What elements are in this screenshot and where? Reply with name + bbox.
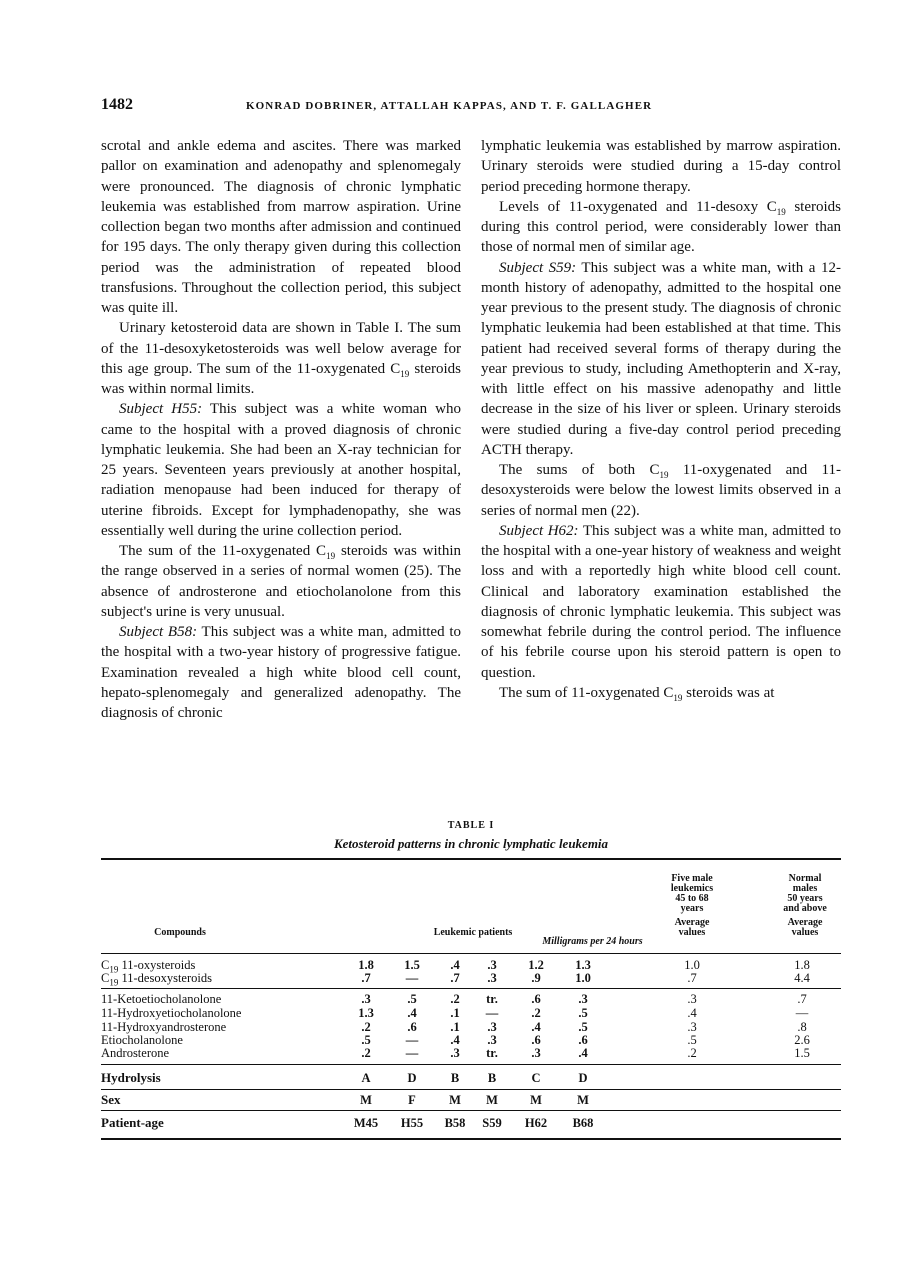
- table-cell: .5: [407, 992, 417, 1006]
- table-cell: —: [405, 1033, 419, 1047]
- table-cell: 1.0: [575, 971, 591, 985]
- row-label: 11-Hydroxyandrosterone: [101, 1020, 227, 1034]
- table-caption: Ketosteroid patterns in chronic lymphatic leukemia: [333, 836, 609, 851]
- table-cell: .5: [361, 1033, 371, 1047]
- normal-cell: 2.6: [794, 1033, 810, 1047]
- average-cell: .3: [687, 992, 697, 1006]
- row-label: $C_{19}$ 11-oxysteroids: [101, 958, 196, 975]
- table-cell: .3: [487, 958, 497, 972]
- table-cell: M: [486, 1093, 498, 1107]
- table-cell: D: [407, 1071, 417, 1085]
- paragraph: Urinary ketosteroid data are shown in Table I. The sum of the 11-desoxyketosteroids was well below average for this age group. The sum of the 11-oxygenated $C_{19}$ steroids was within normal limits.: [101, 320, 461, 397]
- table-cell: 1.5: [404, 958, 420, 972]
- paragraph: The sum of the 11-oxygenated $C_{19}$ steroids was within the range observed in a series of normal women (25). The absence of androsterone and etiocholanolone from this subject's urine is very unusual.: [101, 543, 462, 620]
- table-cell: .2: [531, 1006, 541, 1020]
- table-cell: C: [531, 1071, 541, 1085]
- row-label: Hydrolysis: [101, 1070, 161, 1085]
- paragraph: Subject S59: This subject was a white man, with a 12-month history of adenopathy, admitted to the hospital one year previous to the present study. The diagnosis of chronic lymphatic leukemia had been established at that time. This patient had received several forms of therapy during the year previous to study, including Amethopterin and X-ray, with little effect on his massive adenopathy and little decrease in the size of his liver or spleen. Urinary steroids were studied during a five-day control period preceding ACTH therapy.: [481, 259, 841, 458]
- paragraph: lymphatic leukemia was established by marrow aspiration. Urinary steroids were studied during a 15-day control period preceding hormone therapy.: [481, 138, 841, 195]
- subject-label: Subject H55:: [119, 401, 203, 418]
- table-cell: —: [405, 971, 419, 985]
- subject-label: Subject H62:: [499, 522, 579, 539]
- table-cell: 1.3: [358, 1006, 374, 1020]
- paragraph: Subject B58: This subject was a white man, admitted to the hospital with a two-year history of progressive fatigue. Examination revealed a high white blood cell count, hepato-splenomegaly and generalized adenopathy. The diagnosis of chronic: [101, 624, 461, 721]
- table-cell: .3: [361, 992, 371, 1006]
- table-cell: F: [408, 1093, 416, 1107]
- paragraph: The sum of 11-oxygenated $C_{19}$ steroids was at: [499, 684, 775, 703]
- row-label: Patient-age: [101, 1115, 164, 1130]
- table-cell: .6: [407, 1020, 417, 1034]
- table-cell: .6: [531, 1033, 541, 1047]
- table-cell: M: [360, 1093, 372, 1107]
- table-cell: tr.: [486, 992, 498, 1006]
- table-cell: M: [577, 1093, 589, 1107]
- subject-label: Subject S59:: [499, 259, 577, 276]
- table-cell: 1.8: [358, 958, 374, 972]
- table-cell: .7: [361, 971, 371, 985]
- normal-cell: .8: [797, 1020, 807, 1034]
- table-cell: .2: [450, 992, 460, 1006]
- table-top-rule: [101, 858, 841, 860]
- normal-cell: 1.8: [794, 958, 810, 972]
- average-cell: .4: [687, 1006, 697, 1020]
- page-number: 1482: [101, 96, 133, 113]
- table-cell: A: [361, 1071, 371, 1085]
- table-cell: 1.3: [575, 958, 591, 972]
- paragraph: scrotal and ankle edema and ascites. There was marked pallor on examination and adenopathy and splenomegaly were pronounced. The diagnosis of chronic lymphatic leukemia was established from marrow aspiration. Urine collection began two months after admission and continued for 195 days. The only therapy given during this collection period was the administration of repeated blood transfusions. Throughout the collection period, this subject was quite ill.: [101, 138, 461, 316]
- row-label: $C_{19}$ 11-desoxysteroids: [101, 971, 212, 988]
- row-label: Androsterone: [101, 1046, 170, 1060]
- table-cell: .5: [578, 1020, 588, 1034]
- table-cell: .2: [361, 1020, 371, 1034]
- normal-cell: —: [795, 1006, 809, 1020]
- table-cell: .7: [450, 971, 460, 985]
- table-cell: B: [487, 1071, 497, 1085]
- table-cell: .4: [531, 1020, 541, 1034]
- table-cell: D: [578, 1071, 588, 1085]
- table-cell: .6: [531, 992, 541, 1006]
- row-label: 11-Ketoetiocholanolone: [101, 992, 222, 1006]
- table-cell: 1.2: [528, 958, 544, 972]
- table-cell: .3: [450, 1046, 460, 1060]
- average-cell: .3: [687, 1020, 697, 1034]
- right-column: [481, 136, 841, 703]
- table-cell: .1: [450, 1020, 460, 1034]
- table-cell: S59: [482, 1116, 502, 1130]
- table-cell: —: [485, 1006, 499, 1020]
- table-cell: M: [449, 1093, 461, 1107]
- table-cell: H62: [524, 1116, 548, 1130]
- table-cell: —: [405, 1046, 419, 1060]
- header-rule: [101, 953, 841, 954]
- table-cell: .3: [531, 1046, 541, 1060]
- paragraph: The sums of both $C_{19}$ 11-oxygenated and 11-desoxysteroids were below the lowest limits observed in a series of normal men (22).: [481, 462, 841, 519]
- table-cell: B58: [444, 1116, 466, 1130]
- table-cell: .4: [450, 958, 460, 972]
- table-cell: .2: [361, 1046, 371, 1060]
- normal-cell: 4.4: [794, 971, 810, 985]
- running-head: KONRAD DOBRINER, ATTALLAH KAPPAS, AND T. F. GALLAGHER: [246, 100, 653, 112]
- table-cell: M45: [353, 1116, 379, 1130]
- table-label: TABLE I: [447, 820, 495, 831]
- table-rule: [101, 1089, 841, 1090]
- paragraph: Subject H55: This subject was a white woman who came to the hospital with a proved diagnosis of chronic lymphatic leukemia. She had been an X-ray technician for 25 years. Seventeen years previously at another hospital, radiation menopause had been induced for therapy of uterine fibroids. Except for lymphadenopathy, she was essentially well during the urine collection period.: [101, 401, 462, 539]
- table-cell: H55: [400, 1116, 424, 1130]
- header-leukemic-patients: Leukemic patients: [433, 927, 513, 938]
- table-cell: .4: [450, 1033, 460, 1047]
- table-cell: .5: [578, 1006, 588, 1020]
- header-compounds: Compounds: [154, 927, 206, 938]
- table-bottom-rule: [101, 1138, 841, 1140]
- table-cell: .3: [578, 992, 588, 1006]
- table-cell: M: [530, 1093, 542, 1107]
- table-rule: [101, 1110, 841, 1111]
- header-units: Milligrams per 24 hours: [542, 936, 643, 947]
- table-cell: .4: [578, 1046, 588, 1060]
- table-cell: .3: [487, 1033, 497, 1047]
- table-rule: [101, 1064, 841, 1065]
- left-column: [101, 136, 461, 723]
- paragraph: Subject H62: This subject was a white man, admitted to the hospital with a one-year history of weakness and weight loss and with a reportedly high white blood cell count. Clinical and laboratory examination established the diagnosis of chronic lymphatic leukemia. This subject was somewhat febrile during the control period. The influence of his febrile course upon his steroid pattern is open to question.: [481, 522, 841, 681]
- table-rule: [101, 988, 841, 989]
- average-cell: .2: [687, 1046, 697, 1060]
- table-cell: .3: [487, 1020, 497, 1034]
- table-cell: tr.: [486, 1046, 498, 1060]
- table-cell: .4: [407, 1006, 417, 1020]
- average-cell: .5: [687, 1033, 697, 1047]
- average-cell: 1.0: [684, 958, 700, 972]
- table-cell: B: [450, 1071, 460, 1085]
- table-cell: .9: [531, 971, 541, 985]
- subject-label: Subject B58:: [119, 624, 198, 640]
- row-label: Etiocholanolone: [101, 1033, 183, 1047]
- row-label: 11-Hydroxyetiocholanolone: [101, 1006, 242, 1020]
- normal-cell: .7: [797, 992, 807, 1006]
- average-cell: .7: [687, 971, 697, 985]
- table-cell: .6: [578, 1033, 588, 1047]
- table-cell: .1: [450, 1006, 460, 1020]
- table-cell: .3: [487, 971, 497, 985]
- paragraph: Levels of 11-oxygenated and 11-desoxy $C_{19}$ steroids during this control period, were considerably lower than those of normal men of similar age.: [481, 198, 841, 256]
- row-label: Sex: [101, 1092, 121, 1107]
- normal-cell: 1.5: [794, 1046, 810, 1060]
- table-cell: B68: [572, 1116, 594, 1130]
- page-header: [101, 94, 841, 118]
